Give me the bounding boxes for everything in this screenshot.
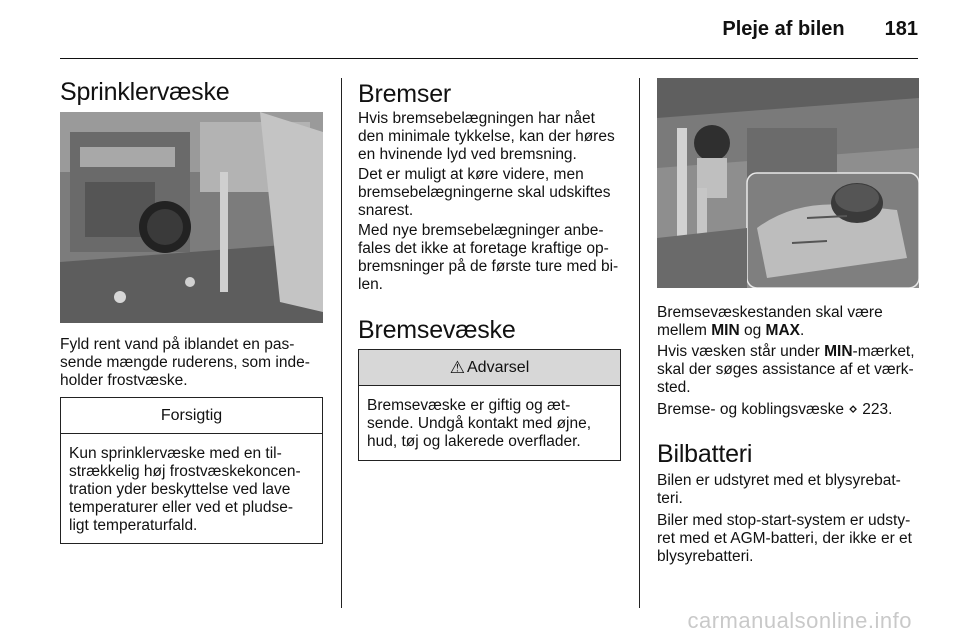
- battery-paragraph-1: [657, 472, 932, 508]
- text-line: Bilen er udstyret med et blysyrebat-: [657, 472, 901, 489]
- text-line: [657, 343, 932, 361]
- text-line: Kun sprinklervæske med en til-: [69, 445, 282, 462]
- text-line: Fyld rent vand på iblandet en pas-: [60, 336, 295, 353]
- watermark: carmanualsonline.info: [687, 608, 912, 633]
- caution-body: [61, 434, 322, 543]
- text-line: bremsebelægningerne skal udskiftes: [358, 184, 611, 201]
- text-segment: mellem: [657, 322, 712, 339]
- warning-header: [359, 350, 620, 386]
- page-number: 181: [884, 18, 918, 40]
- max-mark: MAX: [765, 322, 800, 339]
- text-line: Bremsevæskestanden skal være: [657, 304, 883, 321]
- header-rule: [60, 58, 918, 59]
- warning-triangle-icon: ⚠: [449, 357, 465, 377]
- column-divider-2: [639, 78, 640, 608]
- heading-bremser: Bremser: [358, 80, 452, 108]
- text-line: teri.: [657, 490, 683, 507]
- heading-bremsevaeske: Bremsevæske: [358, 316, 516, 344]
- min-mark: MIN: [824, 343, 853, 360]
- page-header: [722, 18, 918, 41]
- heading-bilbatteri: Bilbatteri: [657, 440, 753, 468]
- brake-fluid-reservoir-photo: [657, 78, 919, 288]
- text-segment: Bremse- og koblingsvæske: [657, 401, 849, 418]
- text-line: Hvis bremsebelægningen har nået: [358, 110, 595, 127]
- text-line: bremsninger på de første ture med bi-: [358, 258, 619, 275]
- text-line: strækkelig høj frostvæskekoncen-: [69, 463, 301, 480]
- text-line: snarest.: [358, 202, 414, 219]
- brake-fluid-level-text: [657, 304, 932, 340]
- washer-fluid-photo: [60, 112, 323, 323]
- text-line: sted.: [657, 379, 691, 396]
- brakes-paragraph-3: [358, 222, 628, 294]
- washer-fluid-text: [60, 336, 330, 390]
- text-line: ret med et AGM-batteri, der ikke er et: [657, 530, 912, 547]
- warning-box: [358, 349, 621, 461]
- brakes-paragraph-1: [358, 110, 628, 164]
- caution-title: Forsigtig: [61, 398, 322, 434]
- heading-sprinklervaeske: Sprinklervæske: [60, 78, 230, 106]
- battery-paragraph-2: [657, 512, 932, 566]
- text-line: len.: [358, 276, 383, 293]
- text-line: holder frostvæske.: [60, 372, 188, 389]
- text-line: den minimale tykkelse, kan der høres: [358, 128, 615, 145]
- warning-body: [359, 386, 620, 459]
- page-reference-arrow-icon: ⋄: [848, 401, 858, 418]
- text-line: sende mængde ruderens, som inde-: [60, 354, 310, 371]
- text-segment: .: [800, 322, 805, 339]
- text-line: [657, 322, 932, 340]
- text-line: hud, tøj og lakerede overflader.: [367, 433, 581, 450]
- text-segment: Hvis væsken står under: [657, 343, 825, 360]
- page-reference-link[interactable]: 223.: [857, 401, 893, 418]
- text-line: temperaturer eller ved et pludse-: [69, 499, 294, 516]
- text-line: Bremsevæske er giftig og æt-: [367, 397, 571, 414]
- text-line: Biler med stop-start-system er udsty-: [657, 512, 911, 529]
- caution-box: [60, 397, 323, 544]
- brakes-paragraph-2: [358, 166, 628, 220]
- text-line: sende. Undgå kontakt med øjne,: [367, 415, 592, 432]
- text-line: en hvinende lyd ved bremsning.: [358, 146, 577, 163]
- warning-title: Advarsel: [467, 358, 530, 376]
- text-line: Det er muligt at køre videre, men: [358, 166, 584, 183]
- brake-fluid-reference: [657, 401, 932, 419]
- text-line: tration yder beskyttelse ved lave: [69, 481, 291, 498]
- brake-fluid-service-text: [657, 343, 932, 397]
- text-line: blysyrebatteri.: [657, 548, 754, 565]
- text-line: ligt temperaturfald.: [69, 517, 198, 534]
- text-line: fales det ikke at foretage kraftige op-: [358, 240, 609, 257]
- text-line: Med nye bremsebelægninger anbe-: [358, 222, 604, 239]
- text-segment: og: [739, 322, 766, 339]
- text-segment: -mærket,: [852, 343, 915, 360]
- section-title: Pleje af bilen: [722, 18, 845, 40]
- column-divider-1: [341, 78, 342, 608]
- min-mark: MIN: [711, 322, 740, 339]
- text-line: skal der søges assistance af et værk-: [657, 361, 914, 378]
